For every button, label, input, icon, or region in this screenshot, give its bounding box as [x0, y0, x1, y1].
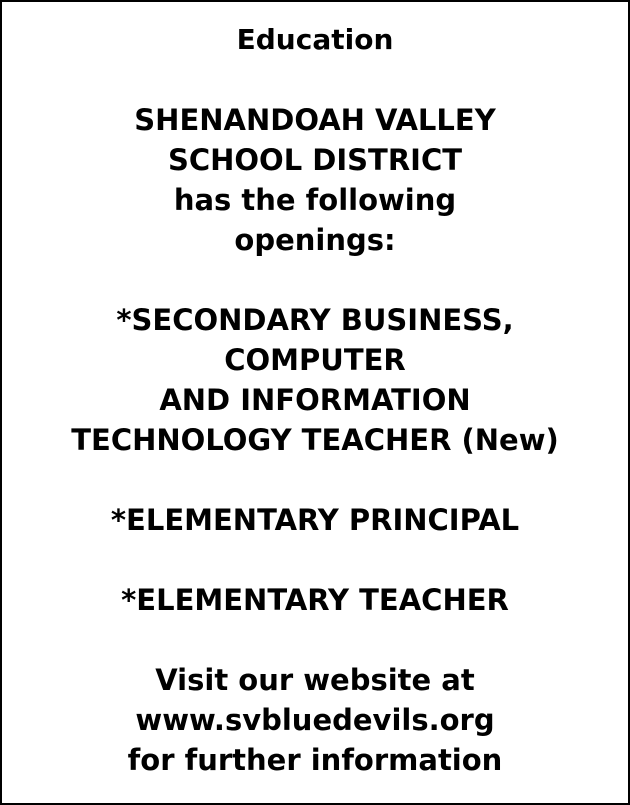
- district-intro: [2, 100, 628, 260]
- district-name-line-1: SHENANDOAH VALLEY: [134, 103, 496, 137]
- ad-category: Education: [236, 23, 394, 56]
- website-url: www.svbluedevils.org: [135, 703, 495, 737]
- opening-line: *SECONDARY BUSINESS,: [116, 303, 514, 337]
- intro-line-1: has the following: [173, 183, 457, 217]
- footer-line: Visit our website at: [155, 663, 475, 697]
- opening-elementary-teacher: *ELEMENTARY TEACHER: [121, 583, 509, 617]
- spacer: [2, 540, 628, 580]
- spacer: [2, 60, 628, 100]
- opening-line: AND INFORMATION: [159, 383, 471, 417]
- spacer: [2, 260, 628, 300]
- opening-elementary-principal: *ELEMENTARY PRINCIPAL: [110, 503, 520, 537]
- opening-line: COMPUTER: [224, 343, 406, 377]
- footer-line: for further information: [127, 743, 503, 777]
- opening-line: TECHNOLOGY TEACHER (New): [71, 423, 559, 457]
- website-footer: [2, 660, 628, 780]
- opening-secondary-business: [2, 300, 628, 460]
- spacer: [2, 460, 628, 500]
- intro-line-2: openings:: [234, 223, 396, 257]
- spacer: [2, 620, 628, 660]
- district-name-line-2: SCHOOL DISTRICT: [167, 143, 463, 177]
